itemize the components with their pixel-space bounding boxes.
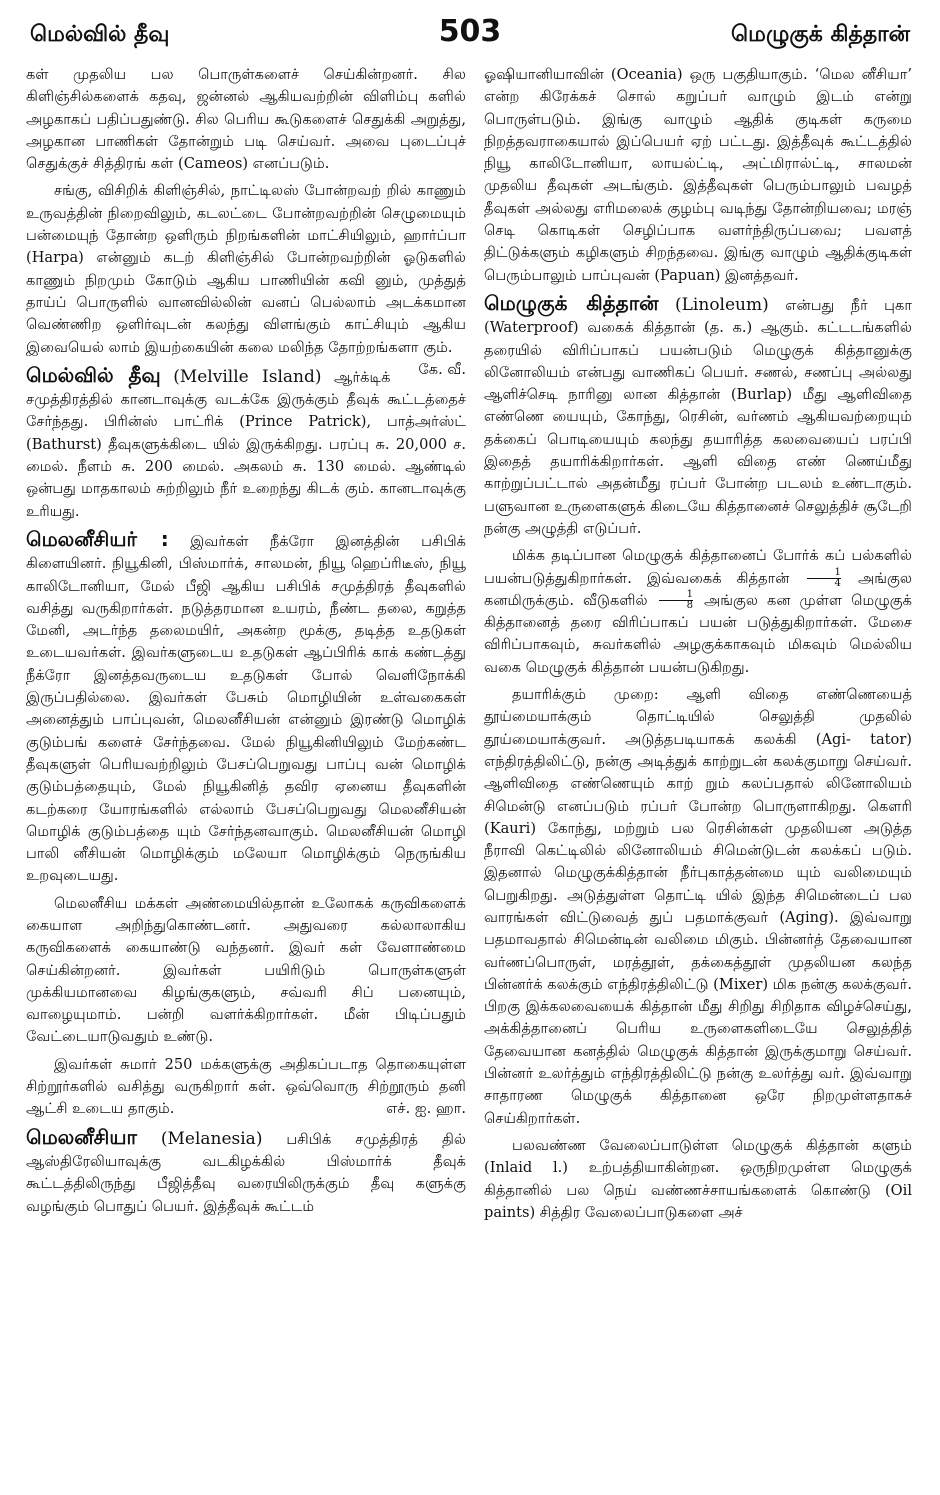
paragraph-text: அங்குல கன முள்ள மெழுகுக் கித்தானைத் தரை விரிப்பாகப் பயன் படுத்துகிறார்கள். மேசை விரிப்பாகவும், சுவர்களில் அழகுக்காகவும் மிகவும் மெல்லிய வகை மெழுகுக் கித்தான் பயன்படுகிறது. (484, 591, 912, 676)
paragraph-text: இவர்கள் சுமார் 250 மக்களுக்கு அதிகப்படாத தொகையுள்ள சிற்றூர்களில் வசித்து வருகிறார் கள். ஒவ்வொரு சிற்றூரும் தனி ஆட்சி உடைய தாகும். (26, 1055, 466, 1118)
fraction-numerator: 1 (807, 568, 841, 579)
entry-english-name: (Linoleum) (675, 294, 769, 315)
entry-headword: மெலனீசியர் : (26, 526, 169, 551)
entry-english-name: (Melanesia) (160, 1128, 263, 1149)
paragraph (484, 545, 912, 679)
fraction-numerator: 1 (659, 590, 693, 601)
entry-body: ஆர்க்டிக் சமுத்திரத்தில் கானடாவுக்கு வடக்கே இருக்கும் தீவுக் கூட்டத்தைச் சேர்ந்தது. பிரின்ஸ் பாட்ரிக் (Prince Patrick), பாத்அர்ஸ்ட் (Bathurst) தீவுகளுக்கிடை யில் இருக்கிறது. பரப்பு சு. 20,000 ச. மைல். நீளம் சு. 200 மைல். அகலம் சு. 130 மைல். ஆண்டில் ஒன்பது மாதகாலம் சுற்றிலும் நீர் உறைந்து கிடக் கும். கானடாவுக்கு உரியது. (26, 368, 466, 520)
header-right-keyword: மெழுகுக் கித்தான் (731, 22, 910, 47)
entry-melanesia (26, 1126, 466, 1218)
fraction-denominator: 8 (686, 600, 693, 612)
entry-headword: மெல்வில் தீவு (26, 362, 161, 387)
fraction (807, 568, 841, 589)
entry-body: என்பது நீர் புகா (Waterproof) வகைக் கித்தான் (த. க.) ஆகும். கட்டடங்களில் தரையில் விரிப்பாகப் பயன்படும் மெழுகுக் கித்தானுக்கு லினோலியம் என்பது வாணிகப் பெயர். சணல், சணப்பு அல்லது ஆளிச்செடி நாரினு லான கித்தான் (Burlap) மீது ஆளிவிதை எண்ணெ யையும், கோந்து, ரெசின், வர்ணம் ஆகியவற்றையும் தக்கைப் பொடியையும் கலந்து தயாரித்த கலவையைப் பரப்பி இதைத் தயாரிக்கிறார்கள். ஆளி விதை எண் ணெய்மீது காற்றுப்பட்டால் அதன்மீது ரப்பர் போன்ற படலம் உண்டாகும். பளுவான உருளைகளுக் கிடையே கித்தானைச் செலுத்திச் சூடேறி நன்கு அழுத்தி எடுப்பர். (484, 296, 912, 537)
entry-body: இவர்கள் நீக்ரோ இனத்தின் பசிபிக் கிளையினர். நியூகினி, பிஸ்மார்க், சாலமன், நியூ ஹெப்ரிடீஸ், நியூ காலிடோனியா, மேல் பீஜி ஆகிய பசிபிக் சமுத்திரத் தீவுகளில் வசித்து வருகிறார்கள். நடுத்தரமான உயரம், நீண்ட தலை, கறுத்த மேனி, அடர்ந்த தலைமயிர், அகன்ற மூக்கு, தடித்த உதடுகள் உடையவர்கள். இவர்களுடைய உதடுகள் ஆப்பிரிக் காக் கண்டத்து நீக்ரோ இனத்தவருடைய உதடுகள் போல் வெளிநோக்கி இருப்பதில்லை. இவர்கள் பேசும் மொழியின் உள்வகைகள் அனைத்தும் பாப்புவன், மெலனீசியன் என்னும் இரண்டு மொழிக் குடும்பங் களைச் சேர்ந்தவை. மேல் நியூகினியிலும் மேற்கண்ட தீவுகளுள் பெரியவற்றிலும் பேசப்பெறுவது பாப்பு வன் மொழிக் குடும்பத்தையும், மேல் நியூகினித் தவிர ஏனைய தீவுகளின் கடற்கரை யோரங்களில் எல்லாம் பேசப்பெறுவது மெலனீசியன் மொழிக் குடும்பத்தை யும் சேர்ந்தனவாகும். மெலனீசியன் மொழி பாலி னீசியன் மொழிக்கும் மலேயா மொழிக்கும் நெருங்கிய உறவுடையது. (26, 532, 466, 885)
paragraph-text: சங்கு, விசிறிக் கிளிஞ்சில், நாட்டிலஸ் போன்றவற் றில் காணும் உருவத்தின் நிறைவிலும், கடலட்டை போன்றவற்றின் செழுமையும் பன்மையுந் தோன்ற ஒளிரும் நிறங்களின் மாட்சியிலும், ஹார்ப்பா (Harpa) என்னும் கடற் கிளிஞ்சில் போன்றவற்றின் ஓடுகளில் காணும் நிறமும் கோடும் ஆகிய பாணியின் கவி னும், முத்துத் தாய்ப் பொருளில் வானவில்லின் வனப் பெல்லாம் அடக்கமான வெண்ணிற ஒளிர்வுடன் கலந்து விளங்கும் காட்சியும் ஆகிய இவையெல் லாம் இயற்கையின் கலை மலிந்த தோற்றங்களா கும். (26, 182, 466, 356)
right-column (484, 64, 912, 1483)
paragraph: பலவண்ண வேலைப்பாடுள்ள மெழுகுக் கித்தான் களும் (Inlaid l.) உற்பத்தியாகின்றன. ஒருநிறமுள்ள மெழுகுக் கித்தானில் பல நெய் வண்ணச்சாயங்களைக் கொண்டு (Oil paints) சித்திர வேலைப்பாடுகளை அச் (484, 1136, 912, 1221)
author-initials: எச். ஐ. ஹா. (386, 1100, 466, 1118)
paragraph: மெலனீசிய மக்கள் அண்மையில்தான் உலோகக் கருவிகளைக் கையாள அறிந்துகொண்டனர். அதுவரை கல்லாலாகிய கருவிகளைக் கையாண்டு வந்தனர். இவர் கள் வேளாண்மை செய்கின்றனர். இவர்கள் பயிரிடும் பொருள்களுள் முக்கியமானவை கிழங்குகளும், சவ்வரி சிப் பனையும், வாழையுமாம். பன்றி வளர்க்கிறார்கள். மீன் பிடிப்பதும் வேட்டையாடுவதும் உண்டு. (26, 894, 466, 1046)
paragraph: தயாரிக்கும் முறை: ஆளி விதை எண்ணெயைத் தூய்மையாக்கும் தொட்டியில் செலுத்தி முதலில் தூய்மையாக்குவர். அடுத்தபடியாகக் கலக்கி (Agi- tator) எந்திரத்திலிட்டு, நன்கு அடித்துக் காற்றுடன் கலக்குமாறு செய்வர். ஆளிவிதை எண்ணெயும் காற் றும் கலப்பதால் லினோலியம் சிமென்டு எனப்படும் ரப்பர் போன்ற பொருளாகிறது. கௌரி (Kauri) கோந்து, மற்றும் பல ரெசின்கள் முதலியன அடுத்த நீராவி கெட்டிலில் லினோலியம் சிமென்டுடன் கலக்கப் படும். இதனால் மெழுகுக்கித்தான் நீர்புகாத்தன்மை யும் வலிமையும் பெறுகிறது. அடுத்துள்ள தொட்டி யில் இந்த சிமென்டைப் பல வாரங்கள் விட்டுவைத் துப் பதமாக்குவர் (Aging). இவ்வாறு பதமாவதால் சிமென்டின் வலிமை மிகும். பின்னர்த் தேவையான வர்ணப்பொருள், மரத்தூள், தக்கைத்தூள் முதலியன கலந்த பின்னர்க் கலக்கும் எந்திரத்திலிட்டு (Mixer) மிக நன்கு கலக்குவர். பிறகு இக்கலவையைக் கித்தான் மீது சிறிது சிறிதாக விழச்செய்து, அக்கித்தானைப் பெரிய உருளைகளிடையே செலுத்தித் தேவையான கனத்தில் மெழுகுக் கித்தான் இருக்குமாறு செய்வர். பின்னர் உலர்த்தும் எந்திரத்திலிட்டு நன்கு உலர்த்து வர். இவ்வாறு சாதாரண மெழுகுக் கித்தானை ஒரே நிறமுள்ளதாகச் செய்கிறார்கள். (484, 686, 912, 1127)
entry-melville-island (26, 364, 466, 523)
paragraph-text: மிக்க தடிப்பான மெழுகுக் கித்தானைப் போர்க் கப் பல்களில் பயன்படுத்துகிறார்கள். இவ்வகைக் கித்தான் (484, 547, 912, 587)
running-header (30, 14, 910, 58)
entry-linoleum (484, 292, 912, 540)
paragraph: கள் முதலிய பல பொருள்களைச் செய்கின்றனர். சில கிளிஞ்சில்களைக் கதவு, ஜன்னல் ஆகியவற்றின் விளிம்பு களில் அழகாகப் பதிப்பதுண்டு. சில பெரிய கூடுகளைச் செதுக்கி அறுத்து, அழகான பாணிகள் தோன்றும் படி செய்வர். அவை புடைப்புச் செதுக்குச் சித்திரங் கள் (Cameos) எனப்படும். (26, 66, 466, 173)
fraction-denominator: 4 (834, 578, 841, 590)
header-left-keyword: மெல்வில் தீவு (30, 22, 170, 47)
paragraph (26, 1054, 466, 1121)
page-number: 503 (438, 14, 502, 49)
entry-headword: மெழுகுக் கித்தான் (484, 290, 659, 315)
entry-english-name: (Melville Island) (173, 366, 322, 387)
left-column (26, 64, 466, 1483)
entry-body: பசிபிக் சமுத்திரத் தில் ஆஸ்திரேலியாவுக்கு வடகிழக்கில் பிஸ்மார்க் தீவுக் கூட்டத்திலிருந்து பீஜித்தீவு வரையிலிருக்கும் தீவு களுக்கு வழங்கும் பொதுப் பெயர். இத்தீவுக் கூட்டம் (26, 1130, 466, 1215)
paragraph: ஓஷியானியாவின் (Oceania) ஒரு பகுதியாகும். ‘மெல னீசியா’ என்ற கிரேக்கச் சொல் கறுப்பர் வாழும் இடம் என்று பொருள்படும். இங்கு வாழும் ஆதிக் குடிகள் கருமை நிறத்தவராகையால் இப்பெயர் ஏற் பட்டது. இத்தீவுக் கூட்டத்தில் நியூ காலிடோனியா, லாயல்ட்டி, அட்மிரால்ட்டி, சாலமன் முதலிய தீவுகள் அடங்கும். இத்தீவுகள் பெரும்பாலும் பவழத் தீவுகள் அல்லது எரிமலைக் குழம்பு வடிந்து தோன்றியவை; மரஞ் செடி கொடிகள் செழிப்பாக வளர்ந்திருப்பவை; பவளத் திட்டுக்களும் கழிகளும் சிறந்தவை. இங்கு வாழும் ஆதிக்குடிகள் பெரும்பாலும் பாப்புவன் (Papuan) இனத்தவர். (484, 66, 912, 284)
paragraph-text: அங்குல கனமிருக்கும். வீடுகளில் (484, 569, 912, 609)
fraction (659, 590, 693, 611)
author-initials: கே. வீ. (418, 360, 466, 378)
entry-melanesians (26, 528, 466, 888)
entry-headword: மெலனீசியா (26, 1124, 137, 1149)
